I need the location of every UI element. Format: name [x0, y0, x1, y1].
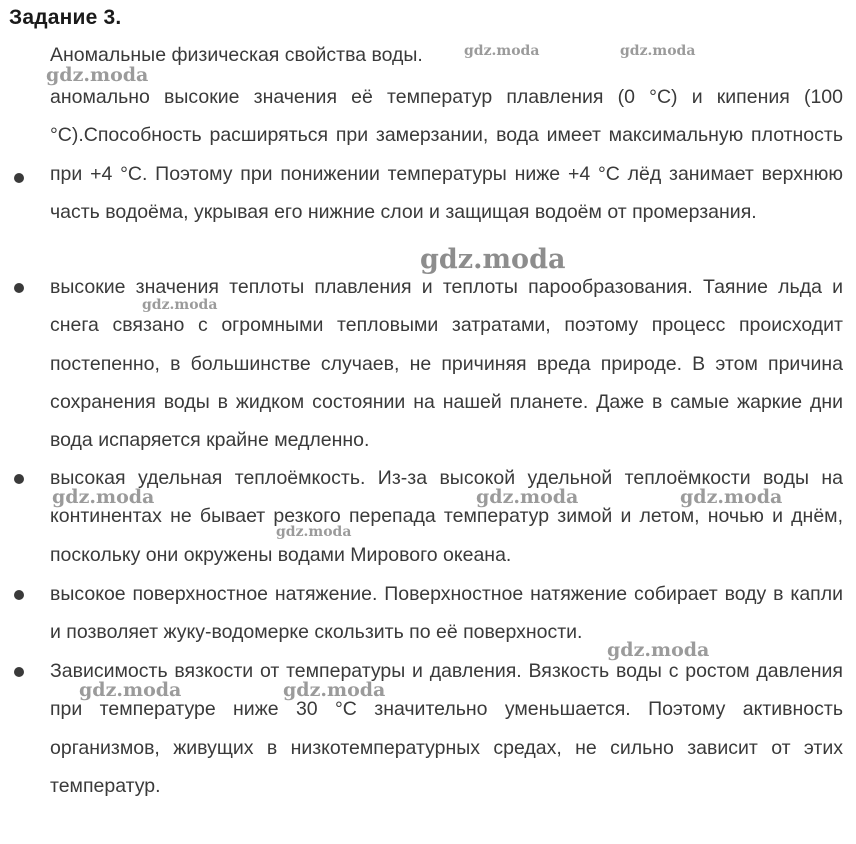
watermark: gdz.moda — [420, 244, 566, 275]
watermark: gdz.moda — [464, 43, 540, 59]
list-item-text: высокое поверхностное натяжение. Поверхностное натяжение собирает воду в капли и позволяет жуку-водомерке скользить по её поверхности. — [50, 583, 843, 644]
watermark: gdz.moda — [476, 486, 579, 508]
watermark: gdz.moda — [607, 639, 710, 661]
intro-text: Аномальные физическая свойства воды. — [50, 44, 423, 66]
bullet-icon — [14, 590, 24, 600]
watermark: gdz.moda — [79, 679, 182, 701]
bullet-icon — [14, 283, 24, 293]
watermark: gdz.moda — [283, 679, 386, 701]
list-item-text: высокая удельная теплоёмкость. Из-за высокой удельной теплоёмкости воды на континентах не бывает резкого перепада температур зимой и летом, ночью и днём, поскольку они окружены водами Мирового океана. — [50, 467, 843, 566]
watermark: gdz.moda — [52, 486, 155, 508]
bullet-icon — [14, 667, 24, 677]
watermark: gdz.moda — [620, 43, 696, 59]
list-item-text: аномально высокие значения её температур плавления (0 °С) и кипения (100 °С).Способность расширяться при замерзании, вода имеет максимальную плотность при +4 °С. Поэтому при понижении температуры ниже +4 °С лёд занимает верхнюю часть водоёма, укрывая его нижние слои и защищая водоём от промерзания. — [50, 86, 843, 223]
list-item-text: Зависимость вязкости от температуры и давления. Вязкость воды с ростом давления при температуре ниже 30 °С значительно уменьшается. Поэтому активность организмов, живущих в низкотемпературных средах, не сильно зависит от этих температур. — [50, 660, 843, 797]
list-item-text: высокие значения теплоты плавления и теплоты парообразования. Таяние льда и снега связано с огромными тепловыми затратами, поэтому процесс происходит постепенно, в большинстве случаев, не причиняя вреда природе. В этом причина сохранения воды в жидком состоянии на нашей планете. Даже в самые жаркие дни вода испаряется крайне медленно. — [50, 276, 843, 452]
watermark: gdz.moda — [142, 297, 218, 313]
watermark: gdz.moda — [46, 64, 149, 86]
bullet-icon — [14, 474, 24, 484]
bullet-icon — [14, 173, 24, 183]
task-title: Задание 3. — [9, 6, 122, 29]
watermark: gdz.moda — [276, 524, 352, 540]
watermark: gdz.moda — [680, 486, 783, 508]
